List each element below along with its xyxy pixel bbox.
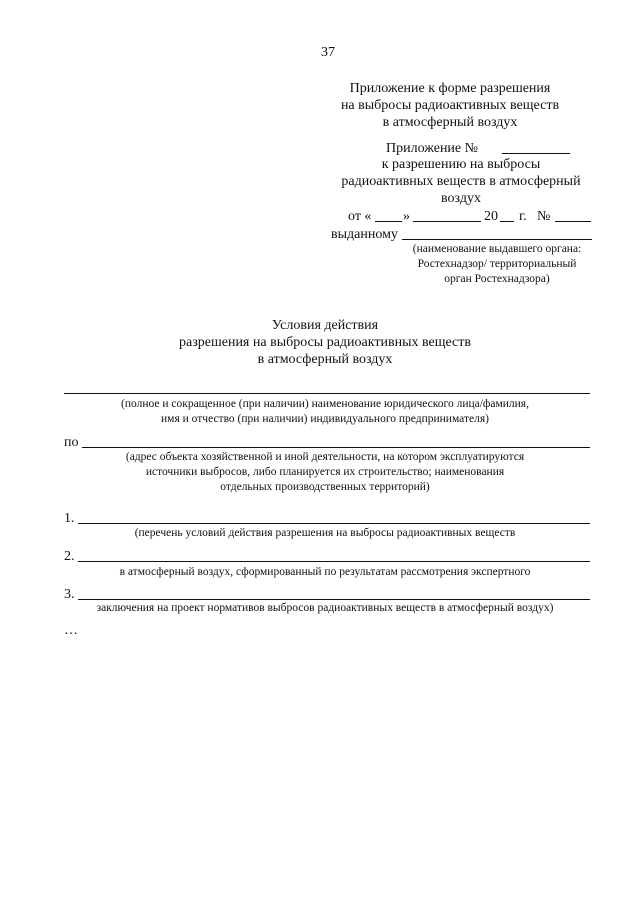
condition-hint	[60, 565, 590, 580]
permit-number-blank[interactable]	[555, 221, 591, 222]
condition-number: 1.	[64, 511, 75, 526]
permit-appendix-title: Приложение №	[386, 141, 478, 156]
permit-appendix-text	[330, 156, 592, 207]
entity-hint-line: имя и отчество (при наличии) индивидуального предпринимателя)	[161, 413, 489, 425]
issued-to-label: выданному	[331, 227, 398, 242]
address-prefix: по	[64, 435, 79, 450]
issuer-hint	[400, 242, 594, 287]
title-line: в атмосферный воздух	[257, 352, 393, 367]
title-line: Условия действия	[271, 318, 379, 333]
condition-hint-text: (перечень условий действия разрешения на выбросы радиоактивных веществ	[134, 527, 516, 539]
condition-hint-text: заключения на проект нормативов выбросов радиоактивных веществ в атмосферный воздух)	[96, 602, 554, 614]
page-number: 37	[321, 45, 335, 60]
address-hint-line: отдельных производственных территорий)	[220, 481, 430, 493]
address-hint-line: (адрес объекта хозяйственной и иной деятельности, на котором эксплуатируются	[125, 451, 525, 463]
year-suffix: г.	[519, 209, 527, 224]
address-blank[interactable]	[82, 447, 590, 448]
date-close-quote: »	[403, 209, 410, 224]
year-prefix: 20	[484, 209, 498, 224]
condition-number: 2.	[64, 549, 75, 564]
issuer-hint-line: (наименование выдавшего органа:	[412, 243, 582, 255]
address-hint-line: источники выбросов, либо планируется их строительство; наименования	[145, 466, 505, 478]
issuer-hint-line: орган Ростехнадзора)	[444, 273, 550, 285]
issuer-blank[interactable]	[402, 239, 592, 240]
condition-hint	[60, 601, 590, 616]
ellipsis: …	[64, 623, 78, 638]
entity-hint	[60, 397, 590, 427]
issuer-hint-line: Ростехнадзор/ территориальный	[417, 258, 577, 270]
condition-blank[interactable]	[78, 599, 590, 600]
appendix-header-line: на выбросы радиоактивных веществ	[340, 98, 560, 113]
date-from-label: от «	[348, 209, 372, 224]
condition-number: 3.	[64, 587, 75, 602]
address-hint	[60, 450, 590, 495]
condition-hint	[60, 526, 590, 541]
condition-blank[interactable]	[78, 561, 590, 562]
permit-appendix-line: радиоактивных веществ в атмосферный	[341, 174, 581, 189]
entity-name-blank[interactable]	[64, 393, 590, 394]
appendix-header-line: Приложение к форме разрешения	[349, 81, 551, 96]
year-blank[interactable]	[500, 221, 514, 222]
permit-appendix-line: к разрешению на выбросы	[381, 157, 541, 172]
permit-appendix-line: воздух	[441, 191, 481, 206]
appendix-header	[330, 80, 570, 131]
title-line: разрешения на выбросы радиоактивных веществ	[179, 335, 471, 350]
date-day-blank[interactable]	[375, 221, 402, 222]
entity-hint-line: (полное и сокращенное (при наличии) наименование юридического лица/фамилия,	[121, 398, 529, 410]
condition-blank[interactable]	[78, 523, 590, 524]
date-month-blank[interactable]	[413, 221, 481, 222]
document-title	[60, 317, 590, 368]
number-sign: №	[537, 209, 551, 224]
appendix-number-blank[interactable]	[502, 153, 570, 154]
condition-hint-text: в атмосферный воздух, сформированный по результатам рассмотрения экспертного	[119, 566, 531, 578]
appendix-header-line: в атмосферный воздух	[382, 115, 518, 130]
